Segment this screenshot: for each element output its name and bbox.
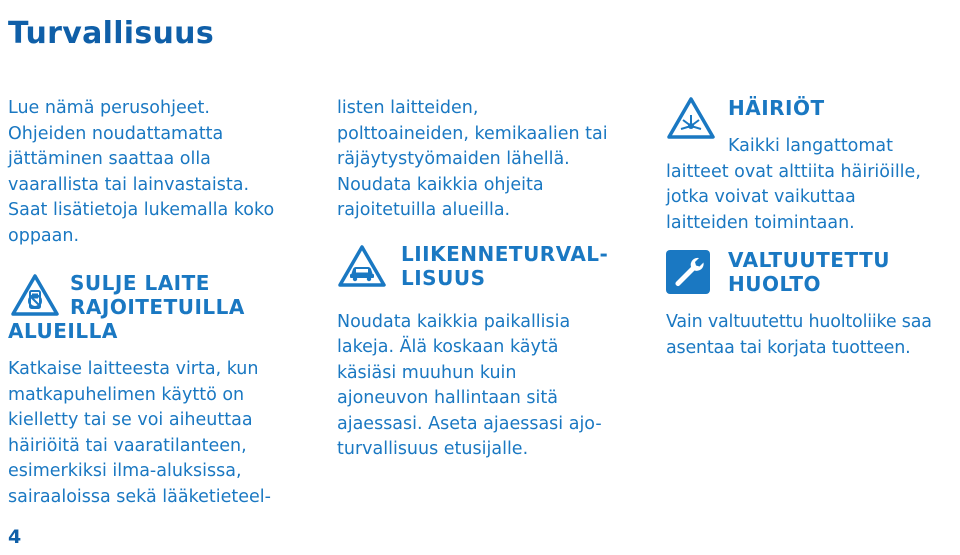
intro-line: oppaan. [8, 225, 80, 246]
column-left [8, 96, 308, 510]
section-body-service [666, 310, 958, 361]
page-title: Turvallisuus [8, 16, 214, 51]
body-line: ajoneuvon hallintaan sitä [337, 388, 558, 408]
section-title-line: LIIKENNETURVAL- [401, 241, 609, 266]
section-body-switch-off-continued [337, 96, 647, 224]
intro-line: jättäminen saattaa olla [8, 149, 211, 169]
body-line: ajaessasi. Aseta ajaessasi ajo- [337, 413, 602, 434]
section-title-line: HUOLTO [728, 272, 822, 296]
intro-text [8, 96, 308, 249]
car-warning-icon [337, 244, 387, 288]
body-line: listen laitteiden, [337, 98, 479, 118]
section-title: HÄIRIÖT [728, 96, 825, 120]
intro-line: Lue nämä perusohjeet. [8, 98, 210, 118]
body-line: rajoitetuilla alueilla. [337, 200, 511, 220]
section-title-line: VALTUUTETTU [728, 248, 890, 272]
body-line: sairaaloissa sekä lääketieteel- [8, 486, 271, 507]
no-phone-warning-icon [10, 273, 60, 317]
body-line: jotka voivat vaikuttaa [666, 187, 856, 207]
section-heading-switch-off [8, 271, 308, 343]
intro-line: Saat lisätietoja lukemalla koko [8, 200, 275, 220]
interference-warning-icon [666, 96, 716, 140]
page-number: 4 [8, 526, 22, 548]
body-line: Noudata kaikkia ohjeita [337, 174, 544, 195]
body-line: Vain valtuutettu huoltoliike saa [666, 312, 932, 332]
body-line: käsiäsi muuhun kuin [337, 362, 517, 383]
body-line: matkapuhelimen käyttö on [8, 384, 245, 405]
section-title-line: ALUEILLA [8, 319, 118, 343]
body-line: esimerkiksi ilma-aluksissa, [8, 461, 242, 481]
body-line: Kaikki langattomat [728, 136, 894, 156]
body-line: Noudata kaikkia paikallisia [337, 311, 571, 332]
section-heading-service [666, 248, 958, 306]
body-line: häiriöitä tai vaaratilanteen, [8, 435, 247, 456]
body-line: turvallisuus etusijalle. [337, 439, 529, 459]
section-body-switch-off [8, 357, 308, 510]
body-line: räjäytystyömaiden lähellä. [337, 149, 570, 169]
column-middle [337, 96, 647, 463]
section-title-line: SULJE LAITE [70, 271, 210, 295]
intro-line: Ohjeiden noudattamatta [8, 123, 224, 144]
section-heading-interference [666, 96, 958, 142]
body-line: asentaa tai korjata tuotteen. [666, 337, 911, 358]
intro-line: vaarallista tai lainvastaista. [8, 174, 250, 195]
section-title-line: RAJOITETUILLA [70, 295, 245, 319]
section-heading-road-safety [337, 242, 647, 300]
section-body-road-safety [337, 310, 647, 463]
body-line: laitteet ovat alttiita häiriöille, [666, 161, 921, 182]
body-line: lakeja. Älä koskaan käytä [337, 337, 559, 357]
section-title-line: LISUUS [401, 265, 486, 290]
section-body-interference [666, 134, 958, 236]
body-line: polttoaineiden, kemikaalien tai [337, 123, 608, 144]
body-line: Katkaise laitteesta virta, kun [8, 359, 259, 379]
body-line: kielletty tai se voi aiheuttaa [8, 410, 253, 430]
column-right [666, 96, 958, 361]
body-line: laitteiden toimintaan. [666, 212, 855, 233]
wrench-icon [666, 250, 710, 294]
